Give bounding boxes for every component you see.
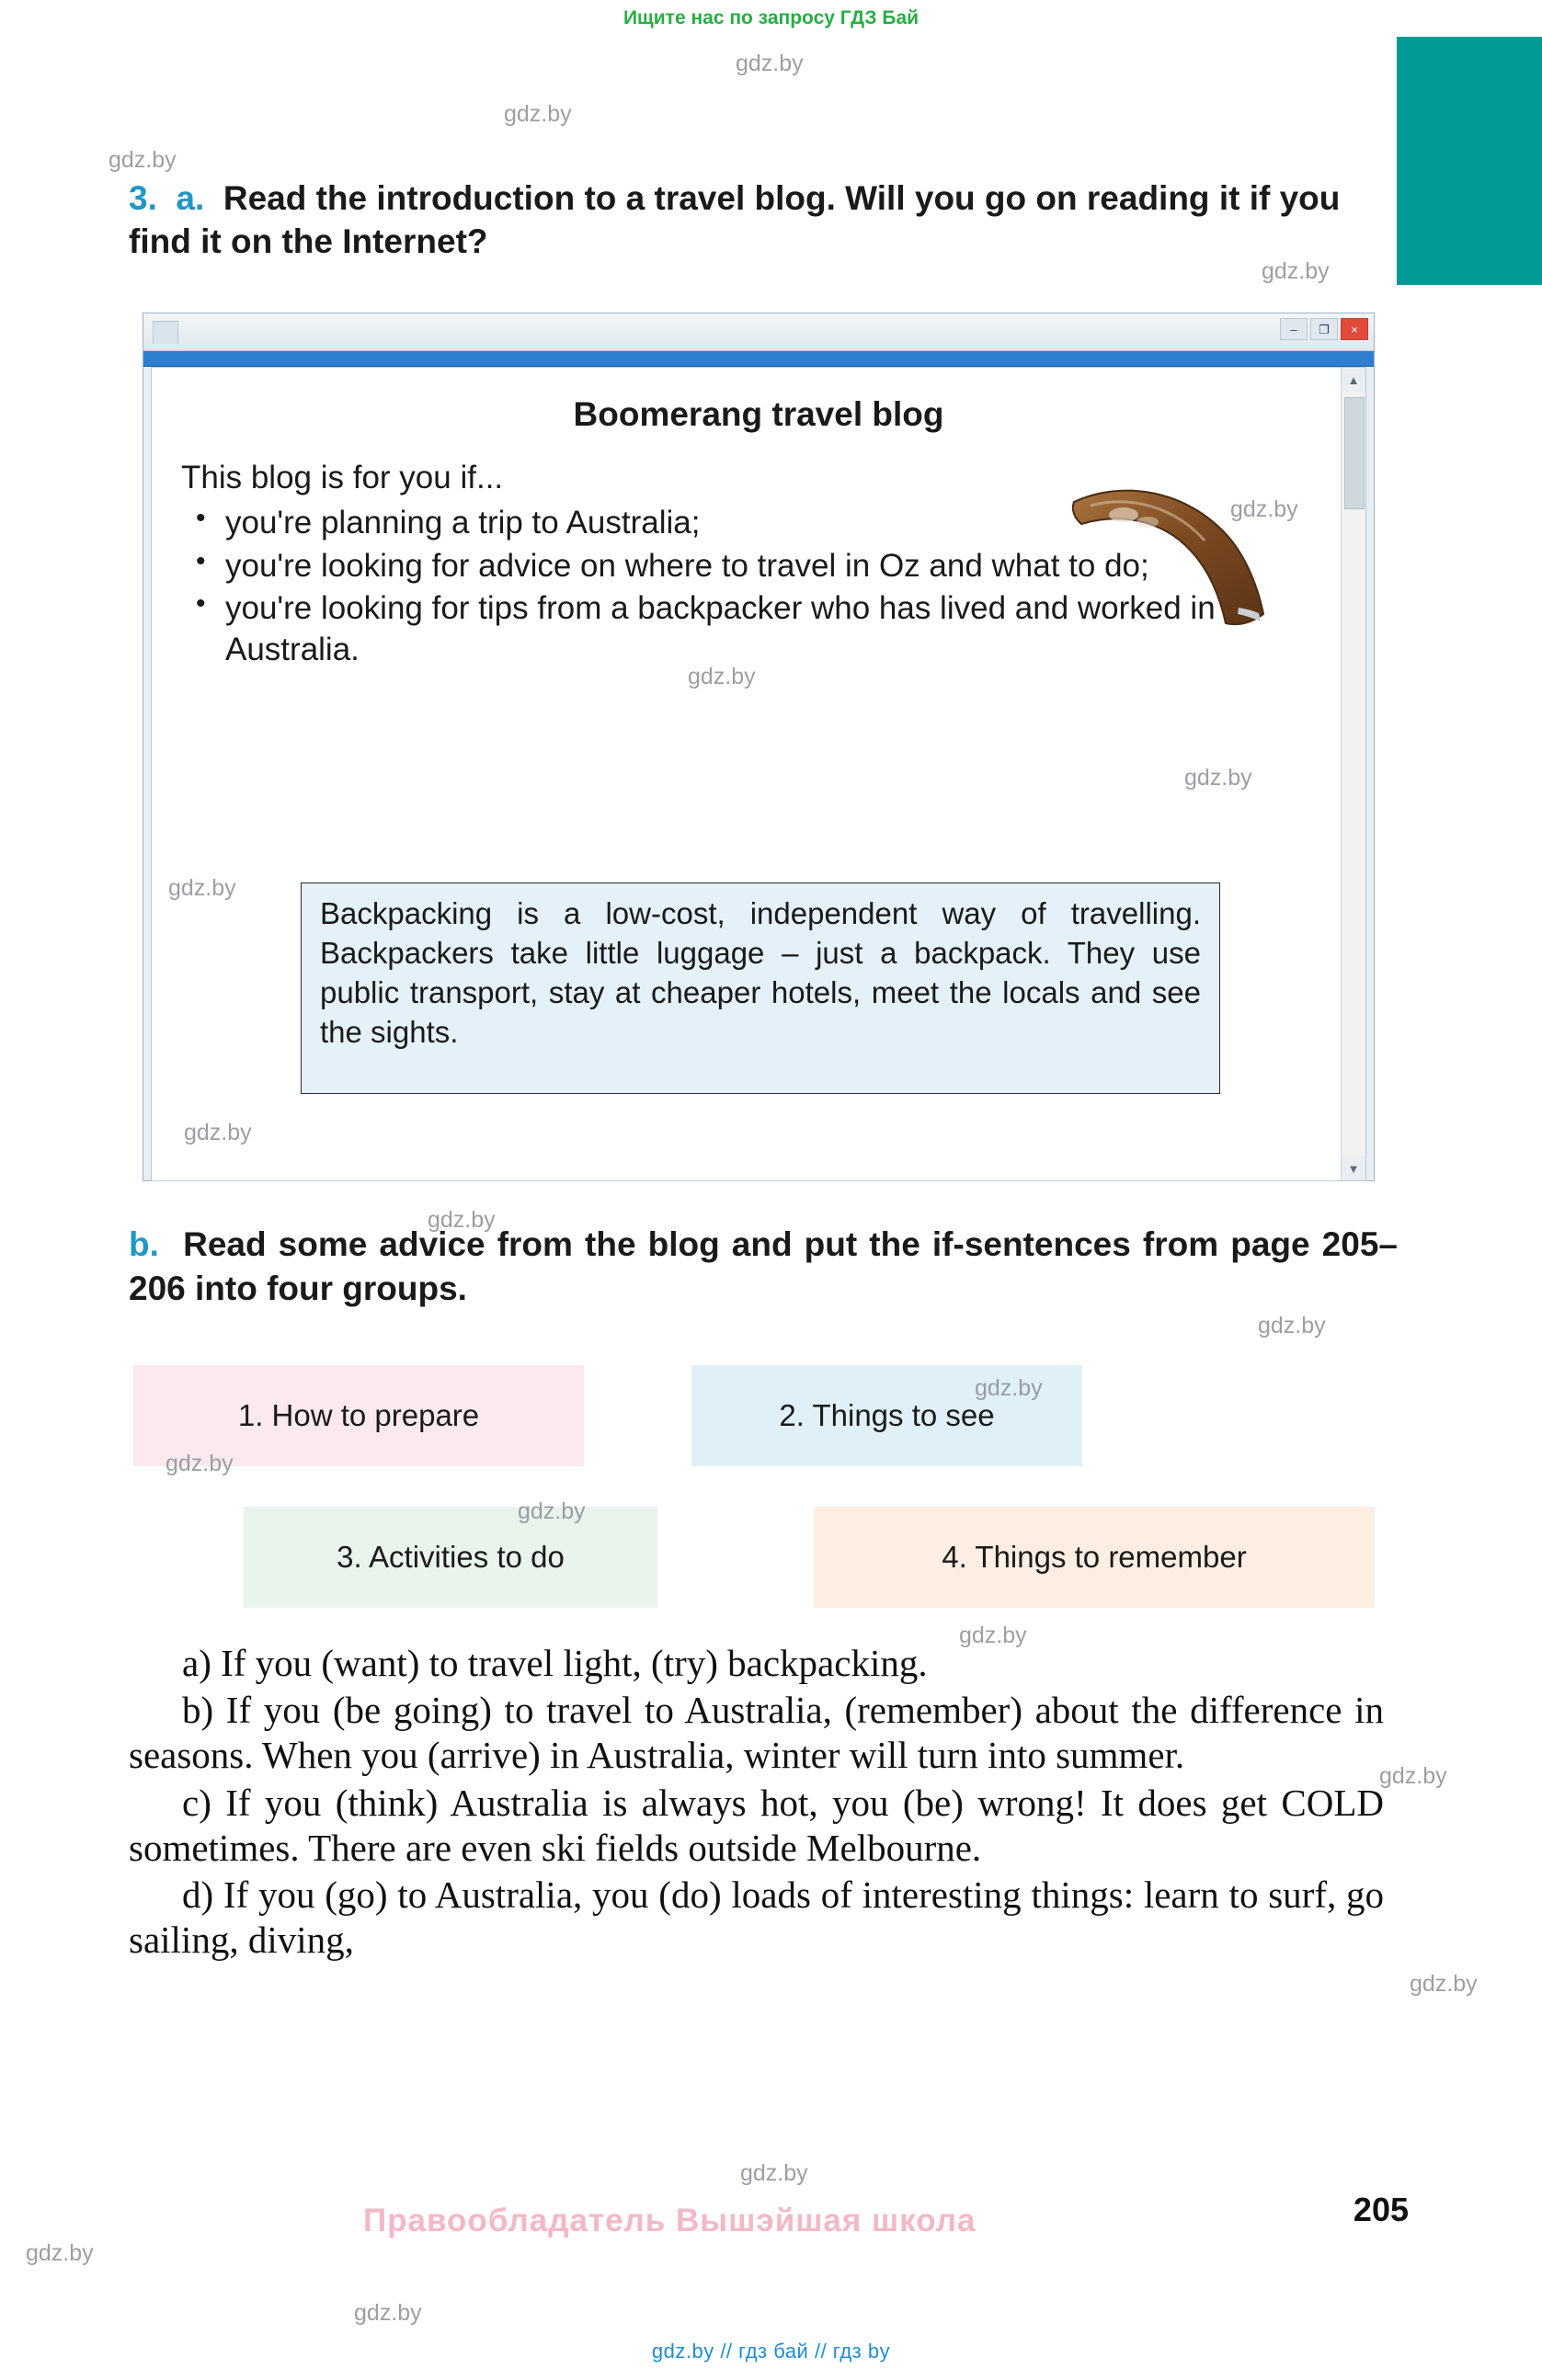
group-box-1[interactable]: 1. How to prepare — [133, 1365, 584, 1466]
watermark-copyright: Правообладатель Вышэйшая школа — [363, 2203, 977, 2238]
watermark-gdz: gdz.by — [518, 1498, 586, 1524]
watermark-gdz: gdz.by — [166, 1451, 234, 1476]
task-letter-b: b. — [129, 1225, 159, 1263]
watermark-gdz: gdz.by — [1410, 1971, 1478, 1997]
watermark-gdz: gdz.by — [975, 1375, 1043, 1401]
watermark-gdz: gdz.by — [736, 51, 804, 76]
list-item: • you're looking for tips from a backpacker who has lived and worked in Australia. — [225, 588, 1312, 671]
watermark-gdz: gdz.by — [959, 1623, 1027, 1648]
browser-window — [143, 313, 1375, 1181]
watermark-footer: gdz.by // гдз бай // гдз by — [651, 2340, 891, 2363]
watermark-gdz: gdz.by — [184, 1120, 252, 1145]
watermark-gdz: gdz.by — [26, 2240, 94, 2266]
watermark-gdz: gdz.by — [1262, 258, 1330, 284]
watermark-gdz: gdz.by — [740, 2160, 808, 2186]
task-number: 3. — [129, 179, 157, 217]
group-box-2[interactable]: 2. Things to see — [691, 1365, 1082, 1466]
boomerang-image — [1057, 476, 1278, 637]
if-sentences-list — [129, 1641, 1384, 1964]
scrollbar-thumb[interactable] — [1344, 397, 1365, 509]
browser-toolbar — [143, 351, 1374, 367]
watermark-gdz: gdz.by — [1184, 765, 1252, 791]
task-3b-prompt: Read some advice from the blog and put the if-sentences from page 205–206 into four groups. — [129, 1225, 1398, 1308]
browser-scrollbar[interactable] — [1341, 368, 1365, 1180]
task-letter-a: a. — [176, 179, 205, 217]
blog-lead: This blog is for you if... — [181, 460, 504, 495]
sentence-c: c) If you (think) Australia is always hot, you (be) wrong! It does get COLD sometimes. There are even ski fields outside Melbourne. — [129, 1781, 1384, 1869]
browser-titlebar — [143, 313, 1374, 351]
browser-tab[interactable] — [153, 321, 178, 344]
group-box-4[interactable]: 4. Things to remember — [814, 1507, 1375, 1608]
maximize-button[interactable]: ❐ — [1310, 318, 1338, 340]
sentence-b: b) If you (be going) to travel to Australia, (remember) about the difference in seasons. When you (arrive) in Australia, winter will turn into summer. — [129, 1689, 1384, 1777]
task-prompt: Read the introduction to a travel blog. Will you go on reading it if you find it on the Internet? — [129, 179, 1341, 261]
sentence-a: a) If you (want) to travel light, (try) backpacking. — [182, 1642, 928, 1684]
watermark-gdz: gdz.by — [1379, 1763, 1447, 1789]
list-item: • you're looking for advice on where to travel in Oz and what to do; — [225, 546, 1312, 587]
watermark-gdz: gdz.by — [504, 101, 572, 127]
watermark-gdz: gdz.by — [1230, 496, 1298, 522]
decorative-teal-block — [1397, 37, 1542, 285]
task-3a-heading — [129, 177, 1398, 264]
blog-title: Boomerang travel blog — [573, 395, 944, 433]
watermark-gdz: gdz.by — [428, 1207, 496, 1233]
group-box-3[interactable]: 3. Activities to do — [244, 1507, 657, 1608]
list-item: • you're planning a trip to Australia; — [225, 503, 1312, 544]
browser-content — [151, 367, 1366, 1181]
watermark-gdz: gdz.by — [168, 875, 236, 901]
watermark-gdz: gdz.by — [1258, 1313, 1326, 1338]
scroll-down-icon[interactable]: ▼ — [1342, 1156, 1365, 1180]
task-3b-heading — [129, 1223, 1398, 1311]
minimize-button[interactable]: – — [1280, 318, 1308, 340]
scroll-up-icon[interactable]: ▲ — [1342, 368, 1365, 392]
window-controls — [1280, 318, 1368, 340]
watermark-gdz: gdz.by — [354, 2300, 422, 2326]
close-button[interactable]: × — [1341, 318, 1368, 340]
page-number: 205 — [1353, 2191, 1409, 2228]
sentence-d: d) If you (go) to Australia, you (do) loads of interesting things: learn to surf, go sailing, diving, — [129, 1873, 1384, 1962]
watermark-gdz: gdz.by — [109, 147, 177, 173]
watermark-top-banner: Ищите нас по запросу ГДЗ Бай — [623, 7, 919, 28]
backpacking-definition-box: Backpacking is a low-cost, independent way of travelling. Backpackers take little luggage – just a backpack. They use public transport, stay at cheaper hotels, meet the locals and see the sights. — [301, 883, 1220, 1094]
watermark-gdz: gdz.by — [688, 664, 756, 689]
